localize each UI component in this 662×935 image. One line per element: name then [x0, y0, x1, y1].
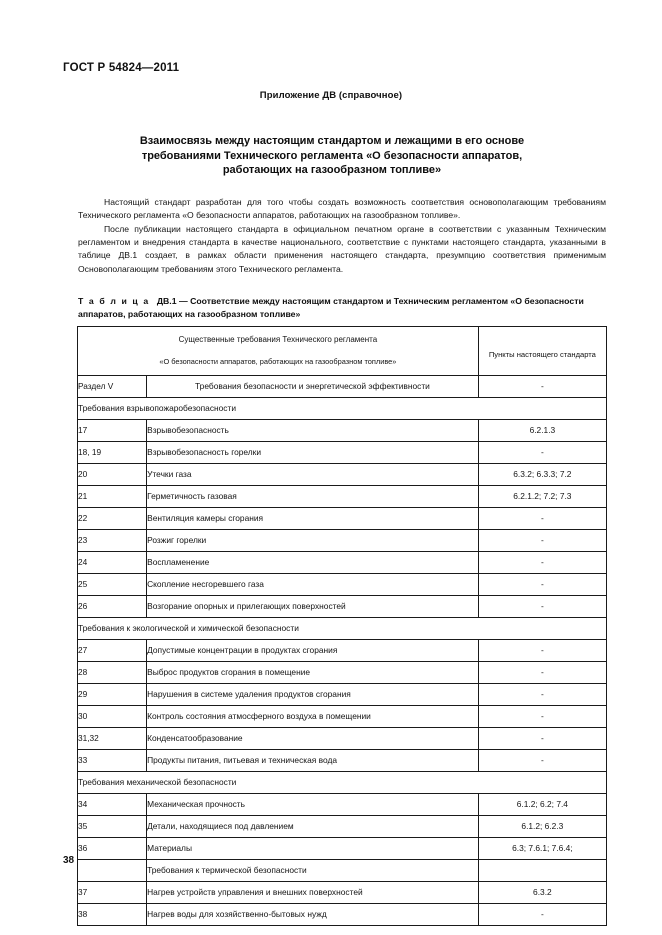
cell-standard-clause: -	[478, 639, 606, 661]
cell-requirement-number: 22	[78, 507, 147, 529]
table-row	[78, 859, 607, 881]
cell-requirement-number: 25	[78, 573, 147, 595]
cell-standard-clause	[478, 859, 606, 881]
page-title	[93, 134, 571, 178]
cell-requirement-number: 34	[78, 793, 147, 815]
cell-standard-clause: -	[478, 749, 606, 771]
table-row	[78, 705, 607, 727]
compliance-table-wrapper	[77, 326, 607, 926]
cell-standard-clause: -	[478, 573, 606, 595]
table-row	[78, 463, 607, 485]
cell-requirement-number	[78, 859, 147, 881]
table-row	[78, 727, 607, 749]
cell-requirement-description: Механическая прочность	[147, 793, 479, 815]
table-row	[78, 793, 607, 815]
table-row	[78, 375, 607, 397]
cell-requirement-number: 20	[78, 463, 147, 485]
header-reference-column: Пункты настоящего стандарта	[478, 327, 606, 376]
cell-requirement-description: Допустимые концентрации в продуктах сгорания	[147, 639, 479, 661]
table-row	[78, 903, 607, 925]
cell-standard-clause: 6.1.2; 6.2; 7.4	[478, 793, 606, 815]
cell-standard-clause: 6.2.1.3	[478, 419, 606, 441]
cell-requirement-description: Герметичность газовая	[147, 485, 479, 507]
cell-requirement-number: 38	[78, 903, 147, 925]
table-section-row	[78, 771, 607, 793]
cell-standard-clause: -	[478, 683, 606, 705]
cell-requirement-description: Детали, находящиеся под давлением	[147, 815, 479, 837]
table-row	[78, 683, 607, 705]
cell-requirement-description: Утечки газа	[147, 463, 479, 485]
cell-requirement-number: 24	[78, 551, 147, 573]
table-row	[78, 485, 607, 507]
table-row	[78, 573, 607, 595]
table-row	[78, 595, 607, 617]
cell-requirement-description: Воспламенение	[147, 551, 479, 573]
standard-number: ГОСТ Р 54824—2011	[63, 62, 180, 74]
annex-label: Приложение ДВ (справочное)	[259, 90, 403, 101]
cell-requirement-description: Нагрев воды для хозяйственно-бытовых нужд	[147, 903, 479, 925]
cell-requirement-number: 28	[78, 661, 147, 683]
cell-requirement-description: Нагрев устройств управления и внешних поверхностей	[147, 881, 479, 903]
cell-requirement-number: 36	[78, 837, 147, 859]
page-number: 38	[63, 855, 75, 866]
table-row	[78, 749, 607, 771]
title-line-1: Взаимосвязь между настоящим стандартом и лежащими в его основе	[139, 135, 525, 147]
cell-requirement-description: Возгорание опорных и прилегающих поверхностей	[147, 595, 479, 617]
table-row	[78, 551, 607, 573]
table-section-row	[78, 617, 607, 639]
cell-requirement-number: 17	[78, 419, 147, 441]
cell-standard-clause: 6.3; 7.6.1; 7.6.4;	[478, 837, 606, 859]
paragraph-1: Настоящий стандарт разработан для того чтобы создать возможность соответствия основополагающим требованиям Технического регламента «О безопасности аппаратов, работающих на газообразном топливе».	[78, 197, 606, 221]
cell-standard-clause: -	[478, 375, 606, 397]
table-row	[78, 639, 607, 661]
cell-requirement-description: Требования безопасности и энергетической эффективности	[147, 375, 479, 397]
header-main-line-1: Существенные требования Технического регламента	[178, 335, 378, 344]
cell-requirement-description: Конденсатообразование	[147, 727, 479, 749]
cell-requirement-description: Требования к термической безопасности	[147, 859, 479, 881]
cell-standard-clause: -	[478, 661, 606, 683]
section-label: Требования к экологической и химической безопасности	[78, 617, 607, 639]
caption-number: ДВ.1	[156, 296, 177, 306]
cell-standard-clause: -	[478, 595, 606, 617]
header-main-line-2: «О безопасности аппаратов, работающих на газообразном топливе»	[159, 356, 397, 366]
cell-standard-clause: -	[478, 903, 606, 925]
cell-requirement-number: 29	[78, 683, 147, 705]
caption-dash: —	[178, 296, 188, 306]
table-row	[78, 419, 607, 441]
header-main-requirements	[78, 327, 479, 376]
cell-standard-clause: -	[478, 551, 606, 573]
cell-requirement-description: Взрывобезопасность	[147, 419, 479, 441]
table-caption	[78, 295, 608, 320]
table-row	[78, 507, 607, 529]
cell-requirement-description: Нарушения в системе удаления продуктов сгорания	[147, 683, 479, 705]
title-line-2: требованиями Технического регламента «О безопасности аппаратов,	[141, 149, 523, 162]
cell-requirement-number: 21	[78, 485, 147, 507]
cell-standard-clause: 6.1.2; 6.2.3	[478, 815, 606, 837]
compliance-table	[77, 326, 607, 926]
table-row	[78, 837, 607, 859]
cell-standard-clause: -	[478, 705, 606, 727]
table-row	[78, 441, 607, 463]
cell-requirement-description: Выброс продуктов сгорания в помещение	[147, 661, 479, 683]
cell-standard-clause: -	[478, 529, 606, 551]
paragraph-2: После публикации настоящего стандарта в официальном печатном органе в соответствии с указанным Техническим регламентом и внедрения стандарта в качестве национального, соответствие с пунктами настоящего стандарта, указанными в таблице ДВ.1 создает, в рамках области применения настоящего стандарта, презумпцию соответствия применимым Основополагающим требованиям этого Технического регламента.	[78, 223, 606, 274]
cell-requirement-number: 37	[78, 881, 147, 903]
cell-requirement-description: Взрывобезопасность горелки	[147, 441, 479, 463]
cell-standard-clause: 6.3.2	[478, 881, 606, 903]
cell-requirement-number: 27	[78, 639, 147, 661]
cell-requirement-number: 18, 19	[78, 441, 147, 463]
cell-requirement-description: Контроль состояния атмосферного воздуха в помещении	[147, 705, 479, 727]
cell-requirement-description: Вентиляция камеры сгорания	[147, 507, 479, 529]
cell-requirement-number: 35	[78, 815, 147, 837]
title-line-3: работающих на газообразном топливе»	[222, 164, 442, 177]
section-label: Требования взрывопожаробезопасности	[78, 397, 607, 419]
cell-requirement-number: 33	[78, 749, 147, 771]
caption-text: Соответствие между настоящим стандартом и Техническим регламентом «О безопасности аппаратов, работающих на газообразном топливе»	[78, 296, 584, 319]
cell-standard-clause: -	[478, 507, 606, 529]
cell-requirement-description: Продукты питания, питьевая и техническая вода	[147, 749, 479, 771]
table-row	[78, 881, 607, 903]
cell-requirement-number: Раздел V	[78, 375, 147, 397]
table-row	[78, 815, 607, 837]
cell-standard-clause: -	[478, 441, 606, 463]
cell-standard-clause: -	[478, 727, 606, 749]
cell-standard-clause: 6.3.2; 6.3.3; 7.2	[478, 463, 606, 485]
cell-requirement-number: 31,32	[78, 727, 147, 749]
intro-paragraphs	[78, 196, 606, 276]
cell-requirement-description: Скопление несгоревшего газа	[147, 573, 479, 595]
table-header-row	[78, 327, 607, 376]
cell-requirement-number: 30	[78, 705, 147, 727]
cell-requirement-number: 26	[78, 595, 147, 617]
cell-requirement-number: 23	[78, 529, 147, 551]
caption-word: Т а б л и ц а	[78, 296, 150, 306]
table-row	[78, 661, 607, 683]
cell-standard-clause: 6.2.1.2; 7.2; 7.3	[478, 485, 606, 507]
cell-requirement-description: Материалы	[147, 837, 479, 859]
table-row	[78, 529, 607, 551]
section-label: Требования механической безопасности	[78, 771, 607, 793]
table-section-row	[78, 397, 607, 419]
cell-requirement-description: Розжиг горелки	[147, 529, 479, 551]
